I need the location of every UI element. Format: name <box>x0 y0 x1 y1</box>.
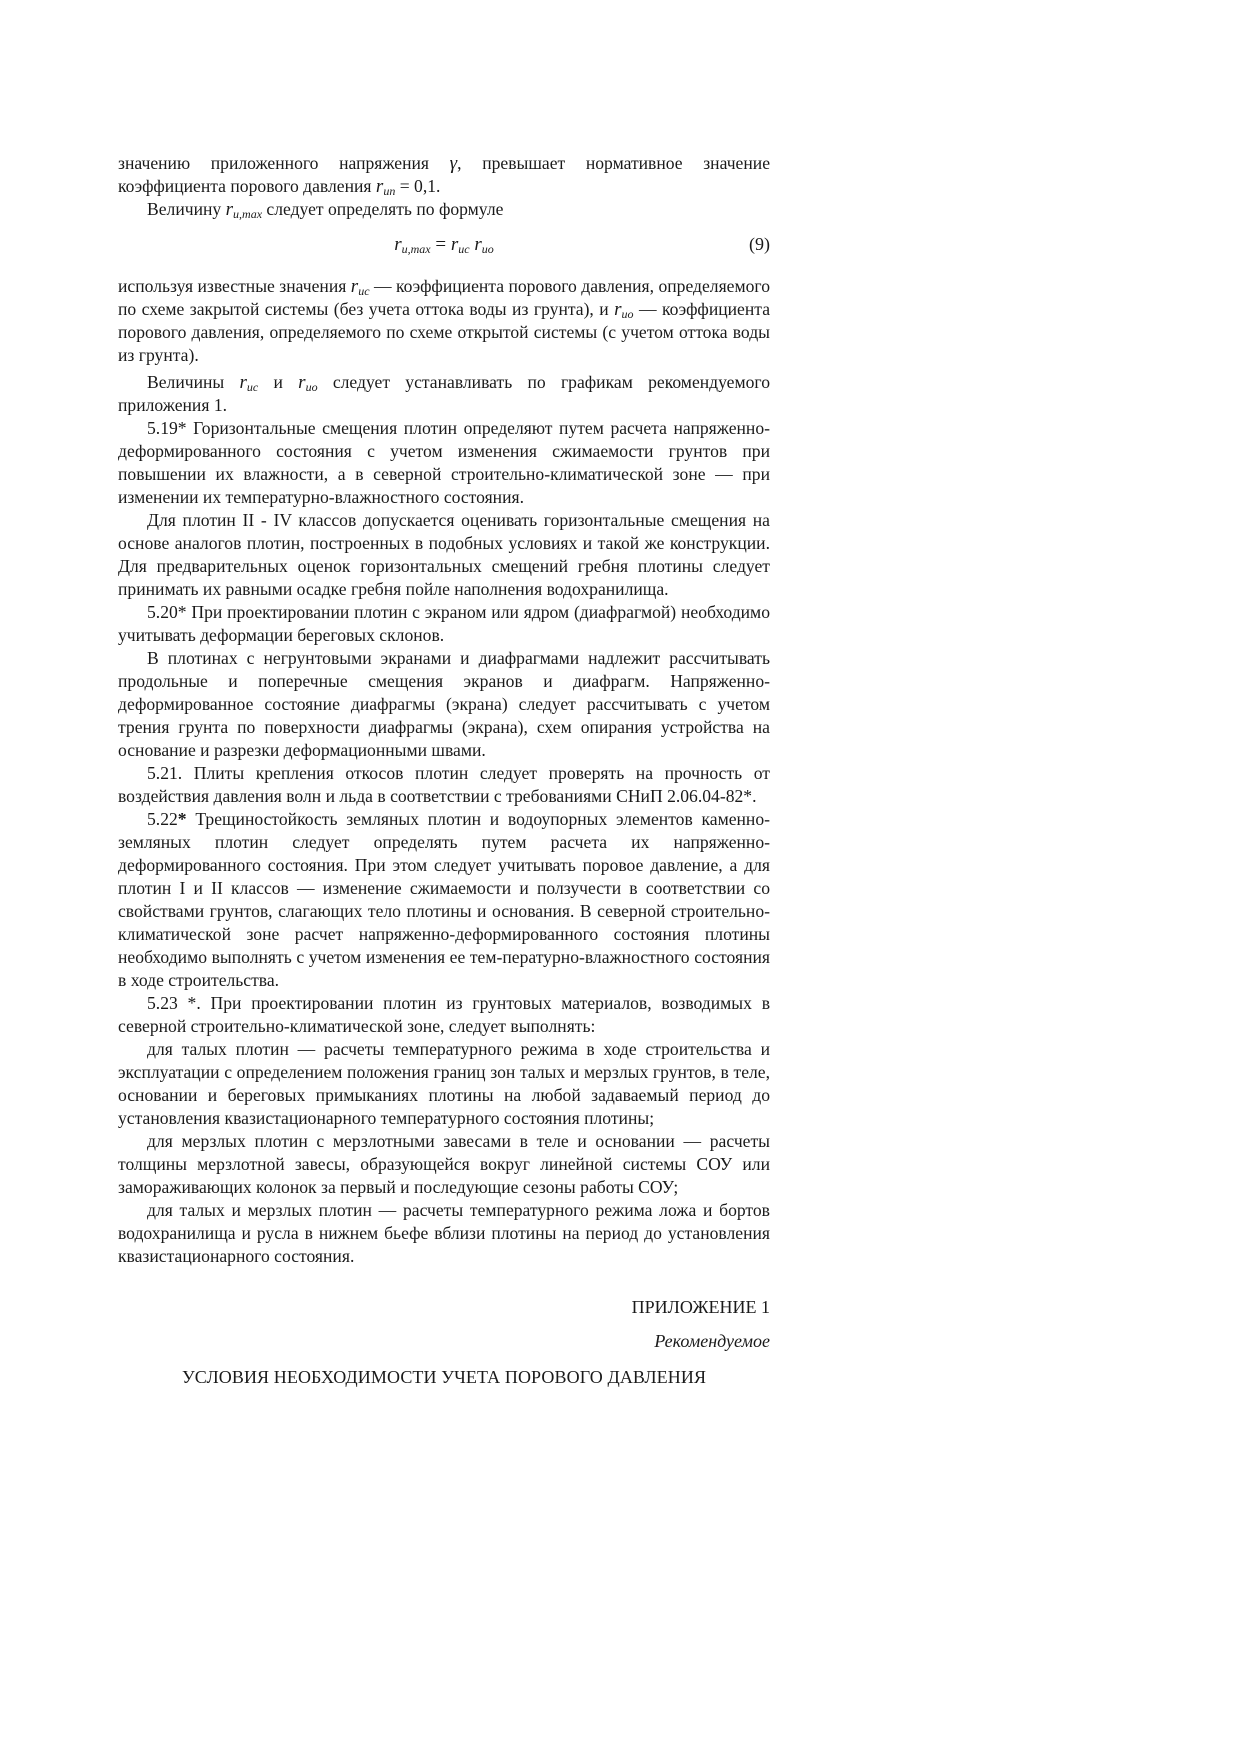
formula-expression <box>118 233 770 256</box>
variable-r: r <box>350 276 359 297</box>
paragraph-continuation <box>118 152 770 198</box>
appendix-title: УСЛОВИЯ НЕОБХОДИМОСТИ УЧЕТА ПОРОВОГО ДАВЛЕНИЯ <box>181 1367 707 1387</box>
subscript-un: un <box>383 184 396 198</box>
text-run: = 0,1. <box>395 176 441 196</box>
formula-9 <box>118 229 770 269</box>
text-run: — коэффициента порового давления, определяемого по схеме закрытой системы (без учета оттока воды из грунта), и <box>118 276 770 319</box>
text-run: Величины <box>147 372 240 392</box>
formula-r2-var: r <box>474 234 482 255</box>
variable-r: r <box>225 199 234 220</box>
document-page <box>118 152 770 1390</box>
symbol-gamma: γ <box>449 153 458 174</box>
appendix-status: Рекомендуемое <box>654 1331 770 1351</box>
variable-r: r <box>375 176 384 197</box>
subscript-uo: uo <box>305 380 318 394</box>
text-run: , превышает нормативное значение коэффициента порового давления <box>118 153 771 196</box>
paragraph-dams-classes: Для плотин II - IV классов допускается оценивать горизонтальные смещения на основе аналогов плотин, построенных в подобных условиях и такой же конструкции. Для предварительных оценок горизонтальных смещений гребня плотины следует принимать их равными осадке гребня пойле наполнения водохранилища. <box>118 510 770 599</box>
paragraph-5-19: 5.19* Горизонтальные смещения плотин определяют путем расчета напряженно-деформированного состояния с учетом изменения сжимаемости грунтов при повышении их влажности, а в северной строительно-климатической зоне — при изменении их температурно-влажностного состояния. <box>118 418 770 507</box>
text-run: Величину <box>147 199 226 219</box>
variable-r: r <box>239 372 247 393</box>
formula-r1-sub: uc <box>458 242 470 256</box>
text-run: и <box>258 372 299 392</box>
formula-equals: = <box>430 234 451 255</box>
text-run: — коэффициента порового давления, определяемого по схеме открытой системы (с учетом оттока воды из грунта). <box>118 299 770 365</box>
formula-r2-sub: uo <box>481 242 494 256</box>
subscript-uc: uc <box>358 284 370 298</box>
text-run: следует устанавливать по графикам рекомендуемого приложения 1. <box>118 372 770 415</box>
equation-number: (9) <box>749 234 770 254</box>
text-run: значению приложенного напряжения <box>118 153 450 173</box>
clause-star: * <box>177 809 187 829</box>
formula-lhs-sub: u,max <box>401 242 431 256</box>
appendix-label: ПРИЛОЖЕНИЕ 1 <box>631 1297 770 1317</box>
formula-r1-var: r <box>450 234 459 255</box>
formula-lhs-var: r <box>394 234 402 255</box>
list-item-thawed-frozen-dams: для талых и мерзлых плотин — расчеты температурного режима ложа и бортов водохранилища и русла в нижнем бьефе вблизи плотины на период до установления квазистационарного состояния. <box>118 1200 770 1266</box>
subscript-uo: uo <box>621 307 634 321</box>
clause-number: 5.22 <box>147 809 178 829</box>
paragraph-5-21: 5.21. Плиты крепления откосов плотин следует проверять на прочность от воздействия давления волн и льда в соответствии с требованиями СНиП 2.06.04-82*. <box>118 763 770 806</box>
variable-r: r <box>614 299 622 320</box>
paragraph-ru-max <box>118 198 770 221</box>
list-item-frozen-dams: для мерзлых плотин с мерзлотными завесами в теле и основании — расчеты толщины мерзлотной завесы, образующейся вокруг линейной системы СОУ или замораживающих колонок за первый и последующие сезоны работы СОУ; <box>118 1131 770 1197</box>
paragraph-values-graphs <box>118 371 770 417</box>
paragraph-5-20: 5.20* При проектировании плотин с экраном или ядром (диафрагмой) необходимо учитывать деформации береговых склонов. <box>118 602 770 645</box>
text-run: следует определять по формуле <box>262 199 504 219</box>
variable-r: r <box>298 372 306 393</box>
paragraph-using-values <box>118 275 770 367</box>
subscript-uc: uc <box>246 380 259 394</box>
subscript-umax: u,max <box>233 207 263 221</box>
text-run: используя известные значения <box>118 276 351 296</box>
text-run: Трещиностойкость земляных плотин и водоупорных элементов каменно-земляных плотин следует определять путем расчета их напряженно-деформированного состояния. При этом следует учитывать поровое давление, а для плотин I и II классов — изменение сжимаемости и ползучести в соответствии со свойствами грунтов, слагающих тело плотины и основания. В северной строительно-климатической зоне расчет напряженно-деформированного состояния плотины необходимо выполнять с учетом изменения ее тем-пературно-влажностного состояния в ходе строительства. <box>118 809 770 990</box>
list-item-thawed-dams: для талых плотин — расчеты температурного режима в ходе строительства и эксплуатации с определением положения границ зон талых и мерзлых грунтов, в теле, основании и береговых примыканиях плотины на любой задаваемый период до установления квазистационарного температурного состояния плотины; <box>118 1039 770 1128</box>
paragraph-non-soil-screens: В плотинах с негрунтовыми экранами и диафрагмами надлежит рассчитывать продольные и поперечные смещения экранов и диафрагм. Напряженно-деформированное состояние диафрагмы (экрана) следует рассчитывать с учетом трения грунта по поверхности диафрагмы (экрана), схем опирания устройства на основание и разрезки деформационными швами. <box>118 648 770 760</box>
paragraph-5-23: 5.23 *. При проектировании плотин из грунтовых материалов, возводимых в северной строительно-климатической зоне, следует выполнять: <box>118 993 770 1036</box>
paragraph-5-22 <box>118 808 770 992</box>
